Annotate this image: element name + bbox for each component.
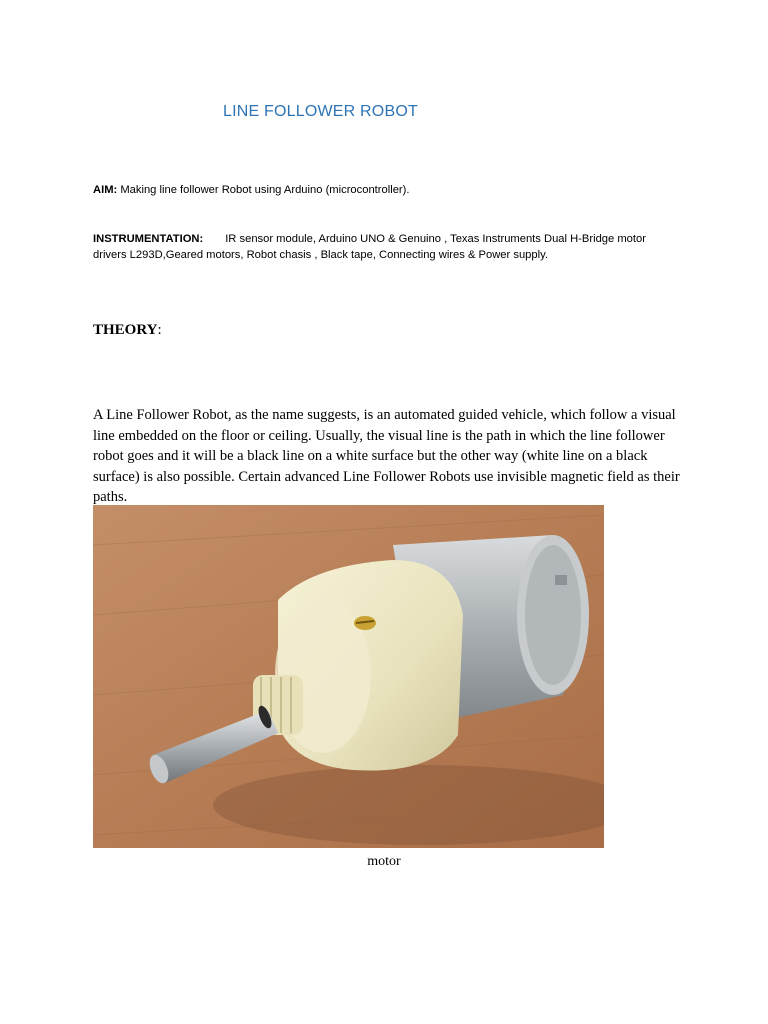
instrumentation-block xyxy=(93,231,673,263)
instrumentation-label: INSTRUMENTATION: xyxy=(93,233,204,245)
document-title: LINE FOLLOWER ROBOT xyxy=(223,103,418,120)
theory-label: THEORY xyxy=(93,322,158,338)
instrumentation-text: IR sensor module, Arduino UNO & Genuino , Texas Instruments Dual H-Bridge motor drivers L293D,Geared motors, Robot chasis , Black tape, Connecting wires & Power supply. xyxy=(93,233,646,261)
aim-label: AIM: xyxy=(93,184,118,196)
aim-line xyxy=(93,182,673,198)
motor-photo xyxy=(93,505,604,848)
motor-illustration xyxy=(93,505,604,848)
aim-text: Making line follower Robot using Arduino (microcontroller). xyxy=(120,184,410,196)
theory-colon: : xyxy=(157,322,162,338)
theory-paragraph: A Line Follower Robot, as the name suggests, is an automated guided vehicle, which follow a visual line embedded on the floor or ceiling. Usually, the visual line is the path in which the line follower robot goes and it will be a black line on a white surface but the other way (white line on a black surface) is also possible. Certain advanced Line Follower Robots use invisible magnetic field as their paths. xyxy=(93,407,680,505)
figure-caption: motor xyxy=(367,854,401,869)
theory-heading xyxy=(93,322,162,339)
